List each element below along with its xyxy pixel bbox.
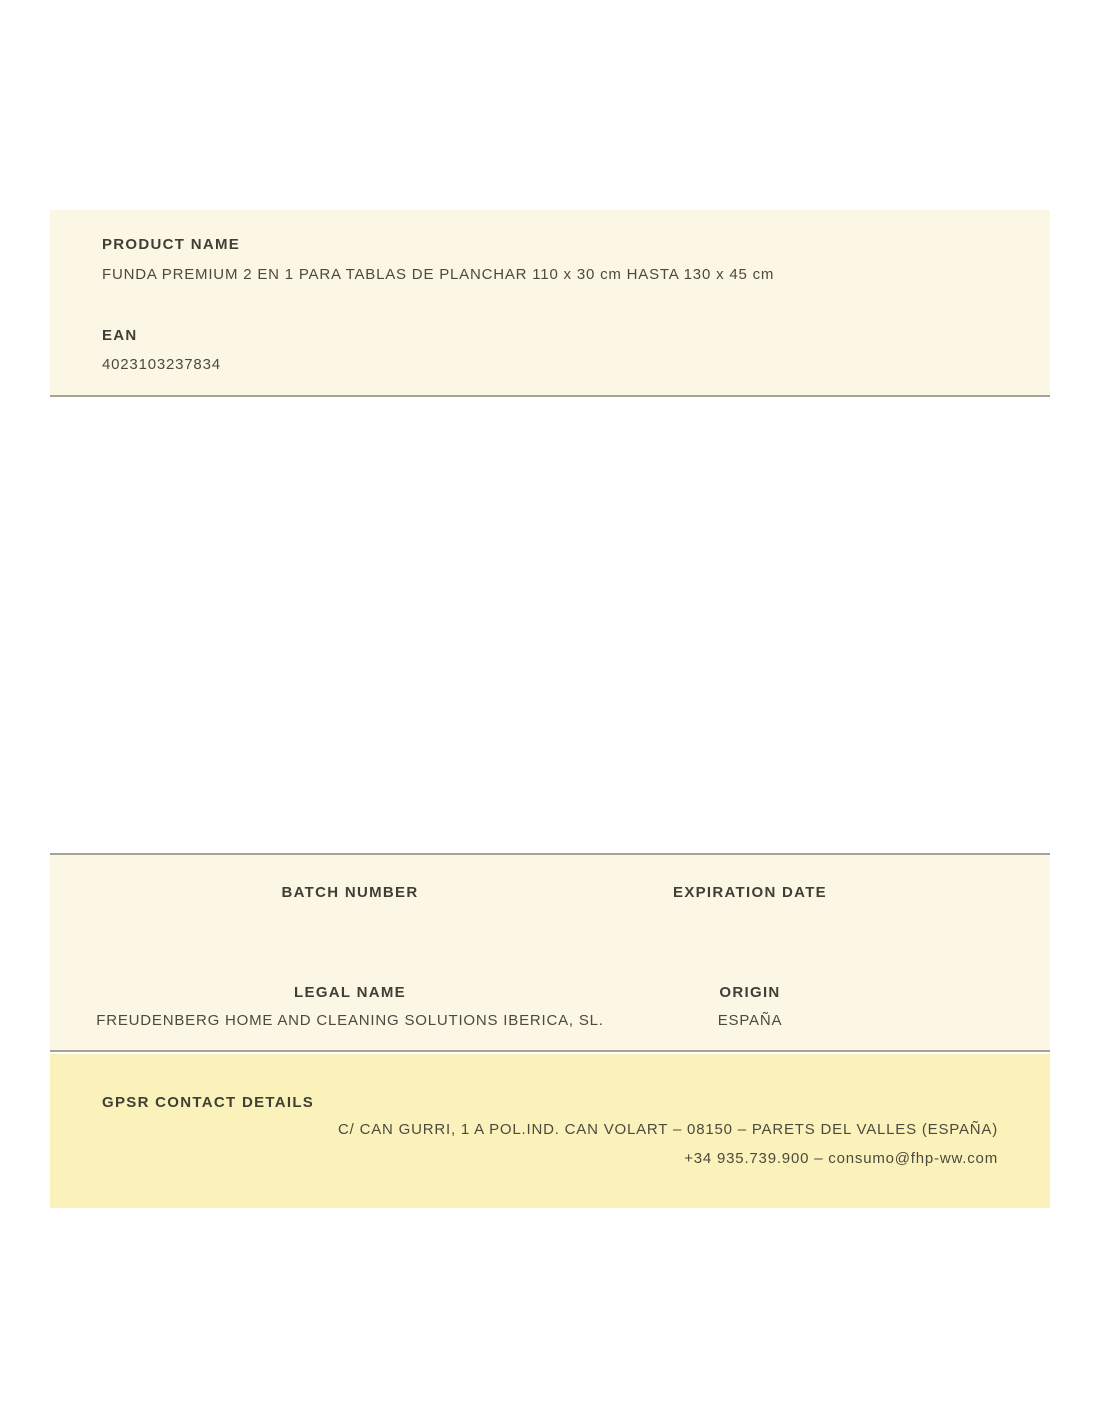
gpsr-contact-label: GPSR CONTACT DETAILS — [102, 1094, 315, 1111]
legal-origin-row — [50, 984, 1050, 1029]
gpsr-phone-email-value: +34 935.739.900 – consumo@fhp-ww.com — [684, 1150, 998, 1167]
batch-number-cell — [50, 884, 650, 912]
origin-value: ESPAÑA — [717, 1012, 783, 1029]
batch-expiration-row — [50, 884, 1050, 912]
legal-name-cell — [50, 984, 650, 1029]
origin-label: ORIGIN — [719, 984, 781, 1001]
product-info-panel — [50, 210, 1050, 397]
gpsr-address-value: C/ CAN GURRI, 1 A POL.IND. CAN VOLART – 08150 – PARETS DEL VALLES (ESPAÑA) — [338, 1121, 998, 1138]
product-name-value: FUNDA PREMIUM 2 EN 1 PARA TABLAS DE PLANCHAR 110 x 30 cm HASTA 130 x 45 cm — [102, 266, 775, 283]
expiration-date-label: EXPIRATION DATE — [673, 884, 827, 901]
legal-name-label: LEGAL NAME — [294, 984, 406, 1001]
legal-name-value: FREUDENBERG HOME AND CLEANING SOLUTIONS IBERICA, SL. — [96, 1012, 604, 1029]
origin-cell — [650, 984, 850, 1029]
batch-number-label: BATCH NUMBER — [281, 884, 419, 901]
ean-label: EAN — [102, 327, 138, 344]
product-name-label: PRODUCT NAME — [102, 236, 241, 253]
batch-legal-panel — [50, 853, 1050, 1052]
expiration-date-cell — [650, 884, 850, 912]
ean-value: 4023103237834 — [102, 356, 221, 373]
gpsr-contact-panel — [50, 1054, 1050, 1208]
